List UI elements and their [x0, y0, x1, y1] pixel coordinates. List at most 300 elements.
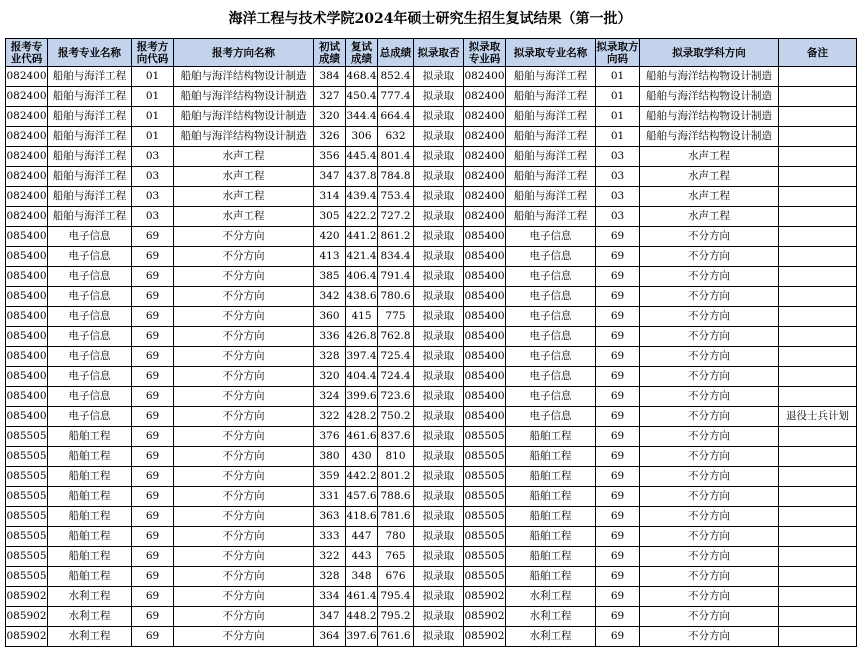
- table-cell: 413: [314, 247, 346, 267]
- table-cell: 电子信息: [506, 407, 596, 427]
- table-cell: 03: [596, 187, 640, 207]
- table-cell: 不分方向: [174, 327, 314, 347]
- table-cell: 69: [596, 367, 640, 387]
- table-cell: 082400: [6, 167, 48, 187]
- table-cell: 电子信息: [506, 367, 596, 387]
- table-cell: 777.4: [378, 87, 414, 107]
- table-cell: 水声工程: [174, 207, 314, 227]
- table-cell: 397.6: [346, 627, 378, 647]
- table-row: [6, 587, 857, 607]
- table-cell: 085400: [6, 407, 48, 427]
- table-cell: 不分方向: [174, 287, 314, 307]
- table-cell: 电子信息: [48, 287, 132, 307]
- table-cell: 780: [378, 527, 414, 547]
- table-cell: 不分方向: [174, 567, 314, 587]
- table-header: [6, 39, 857, 67]
- table-cell: 364: [314, 627, 346, 647]
- page-title: 海洋工程与技术学院2024年硕士研究生招生复试结果（第一批）: [228, 11, 632, 27]
- table-cell: 不分方向: [174, 467, 314, 487]
- table-cell: 不分方向: [640, 247, 779, 267]
- table-cell: 795.4: [378, 587, 414, 607]
- table-cell: 船舶工程: [506, 427, 596, 447]
- table-row: [6, 67, 857, 87]
- table-row: [6, 467, 857, 487]
- table-cell: 082400: [464, 67, 506, 87]
- column-header: 拟录取方向码: [596, 40, 639, 65]
- table-cell: 750.2: [378, 407, 414, 427]
- table-cell: [779, 627, 857, 647]
- table-cell: 船舶与海洋工程: [48, 87, 132, 107]
- table-row: [6, 507, 857, 527]
- table-cell: 船舶与海洋结构物设计制造: [174, 127, 314, 147]
- header-row: [6, 39, 857, 67]
- table-cell: 333: [314, 527, 346, 547]
- table-cell: 085505: [6, 487, 48, 507]
- table-cell: 085400: [6, 307, 48, 327]
- table-row: [6, 147, 857, 167]
- table-cell: 拟录取: [414, 547, 464, 567]
- table-cell: 438.6: [346, 287, 378, 307]
- table-cell: 437.8: [346, 167, 378, 187]
- table-cell: 03: [596, 147, 640, 167]
- table-cell: 拟录取: [414, 367, 464, 387]
- table-cell: 不分方向: [174, 507, 314, 527]
- table-cell: 拟录取: [414, 247, 464, 267]
- table-cell: [779, 127, 857, 147]
- table-cell: 船舶与海洋工程: [506, 207, 596, 227]
- table-cell: 69: [132, 347, 174, 367]
- table-cell: 不分方向: [640, 327, 779, 347]
- table-cell: 801.2: [378, 467, 414, 487]
- table-row: [6, 367, 857, 387]
- table-cell: 085400: [464, 247, 506, 267]
- table-cell: [779, 387, 857, 407]
- table-cell: 69: [132, 247, 174, 267]
- table-cell: 电子信息: [506, 247, 596, 267]
- table-cell: 664.4: [378, 107, 414, 127]
- table-cell: 不分方向: [174, 267, 314, 287]
- table-row: [6, 127, 857, 147]
- table-cell: 69: [132, 227, 174, 247]
- table-cell: [779, 367, 857, 387]
- table-cell: 不分方向: [640, 367, 779, 387]
- table-cell: 拟录取: [414, 127, 464, 147]
- table-cell: 852.4: [378, 67, 414, 87]
- table-cell: 水声工程: [640, 147, 779, 167]
- table-cell: 69: [596, 347, 640, 367]
- table-cell: 69: [132, 367, 174, 387]
- table-cell: 船舶工程: [506, 507, 596, 527]
- table-cell: 船舶与海洋工程: [48, 127, 132, 147]
- table-cell: 不分方向: [640, 427, 779, 447]
- table-row: [6, 327, 857, 347]
- table-row: [6, 347, 857, 367]
- table-cell: [779, 107, 857, 127]
- table-cell: 347: [314, 607, 346, 627]
- table-row: [6, 607, 857, 627]
- table-cell: 拟录取: [414, 387, 464, 407]
- table-cell: 69: [132, 587, 174, 607]
- table-cell: 电子信息: [48, 267, 132, 287]
- table-cell: [779, 347, 857, 367]
- table-cell: 电子信息: [506, 287, 596, 307]
- table-cell: 船舶工程: [506, 547, 596, 567]
- table-cell: 69: [596, 247, 640, 267]
- table-row: [6, 267, 857, 287]
- table-cell: [779, 87, 857, 107]
- column-header: 总成绩: [378, 39, 414, 67]
- table-cell: 电子信息: [48, 367, 132, 387]
- table-cell: 406.4: [346, 267, 378, 287]
- table-cell: 不分方向: [174, 587, 314, 607]
- table-cell: 船舶工程: [506, 487, 596, 507]
- table-cell: 085400: [464, 287, 506, 307]
- table-cell: 085400: [464, 407, 506, 427]
- table-cell: 拟录取: [414, 207, 464, 227]
- table-cell: 69: [132, 447, 174, 467]
- table-cell: 69: [132, 487, 174, 507]
- table-cell: 085400: [464, 387, 506, 407]
- table-cell: 753.4: [378, 187, 414, 207]
- table-cell: 不分方向: [174, 547, 314, 567]
- table-cell: 085400: [464, 267, 506, 287]
- table-cell: 不分方向: [174, 487, 314, 507]
- table-row: [6, 427, 857, 447]
- table-cell: 不分方向: [174, 427, 314, 447]
- table-cell: 676: [378, 567, 414, 587]
- table-cell: 69: [132, 287, 174, 307]
- column-header: 备注: [779, 39, 857, 67]
- table-cell: 085505: [464, 447, 506, 467]
- table-cell: 水声工程: [640, 187, 779, 207]
- table-cell: 085902: [6, 607, 48, 627]
- column-header: 报考专业名称: [48, 39, 132, 67]
- table-row: [6, 387, 857, 407]
- table-cell: 762.8: [378, 327, 414, 347]
- table-cell: 082400: [6, 87, 48, 107]
- table-cell: 不分方向: [174, 307, 314, 327]
- table-cell: 电子信息: [48, 347, 132, 367]
- table-cell: 01: [132, 127, 174, 147]
- table-cell: 拟录取: [414, 107, 464, 127]
- table-cell: [779, 427, 857, 447]
- table-cell: 不分方向: [174, 367, 314, 387]
- table-row: [6, 547, 857, 567]
- table-cell: 775: [378, 307, 414, 327]
- table-cell: 384: [314, 67, 346, 87]
- table-cell: 电子信息: [48, 387, 132, 407]
- table-cell: 085505: [464, 547, 506, 567]
- table-cell: 船舶与海洋工程: [506, 187, 596, 207]
- table-cell: 不分方向: [640, 407, 779, 427]
- table-cell: 水利工程: [48, 587, 132, 607]
- table-cell: 不分方向: [174, 527, 314, 547]
- table-body: [6, 67, 857, 647]
- table-cell: 不分方向: [640, 487, 779, 507]
- table-cell: 397.4: [346, 347, 378, 367]
- table-cell: 727.2: [378, 207, 414, 227]
- table-row: [6, 567, 857, 587]
- table-cell: 船舶与海洋工程: [506, 87, 596, 107]
- table-cell: 电子信息: [506, 327, 596, 347]
- table-cell: 085505: [464, 467, 506, 487]
- table-cell: 水声工程: [174, 167, 314, 187]
- table-cell: 788.6: [378, 487, 414, 507]
- table-cell: 船舶与海洋工程: [48, 167, 132, 187]
- table-cell: 不分方向: [640, 227, 779, 247]
- table-cell: 085400: [6, 327, 48, 347]
- table-cell: 810: [378, 447, 414, 467]
- table-cell: 拟录取: [414, 327, 464, 347]
- table-cell: [779, 67, 857, 87]
- table-row: [6, 227, 857, 247]
- table-cell: 01: [596, 87, 640, 107]
- table-cell: 445.4: [346, 147, 378, 167]
- table-cell: 724.4: [378, 367, 414, 387]
- table-cell: 69: [132, 427, 174, 447]
- table-cell: 342: [314, 287, 346, 307]
- table-cell: 082400: [6, 67, 48, 87]
- table-cell: 船舶与海洋工程: [48, 207, 132, 227]
- table-cell: 03: [596, 167, 640, 187]
- table-cell: 拟录取: [414, 487, 464, 507]
- table-cell: 085902: [464, 627, 506, 647]
- table-cell: [779, 507, 857, 527]
- table-cell: 082400: [6, 127, 48, 147]
- table-cell: 420: [314, 227, 346, 247]
- table-cell: 69: [596, 287, 640, 307]
- table-cell: 船舶与海洋结构物设计制造: [640, 87, 779, 107]
- table-cell: 船舶与海洋工程: [506, 127, 596, 147]
- table-cell: 780.6: [378, 287, 414, 307]
- table-cell: 69: [132, 627, 174, 647]
- table-row: [6, 247, 857, 267]
- table-cell: 69: [132, 527, 174, 547]
- table-cell: 69: [596, 227, 640, 247]
- table-cell: 082400: [6, 147, 48, 167]
- table-cell: 69: [596, 307, 640, 327]
- table-cell: 拟录取: [414, 507, 464, 527]
- table-cell: 363: [314, 507, 346, 527]
- table-cell: 085400: [464, 227, 506, 247]
- table-cell: 461.6: [346, 427, 378, 447]
- table-cell: 085505: [6, 527, 48, 547]
- table-cell: 不分方向: [640, 627, 779, 647]
- table-cell: 082400: [464, 147, 506, 167]
- table-cell: [779, 307, 857, 327]
- table-cell: 拟录取: [414, 407, 464, 427]
- table-cell: 359: [314, 467, 346, 487]
- table-cell: [779, 327, 857, 347]
- table-cell: [779, 447, 857, 467]
- table-cell: 085400: [6, 267, 48, 287]
- table-cell: 082400: [464, 127, 506, 147]
- table-cell: 03: [132, 167, 174, 187]
- table-cell: 电子信息: [506, 347, 596, 367]
- table-cell: [779, 587, 857, 607]
- table-cell: 085902: [464, 607, 506, 627]
- table-cell: 331: [314, 487, 346, 507]
- table-cell: 电子信息: [506, 307, 596, 327]
- table-cell: 085902: [6, 627, 48, 647]
- table-cell: 不分方向: [174, 447, 314, 467]
- table-cell: 69: [596, 627, 640, 647]
- table-cell: 不分方向: [640, 547, 779, 567]
- table-cell: 电子信息: [506, 387, 596, 407]
- table-cell: 327: [314, 87, 346, 107]
- table-cell: 085505: [6, 427, 48, 447]
- table-cell: 不分方向: [640, 567, 779, 587]
- table-cell: 拟录取: [414, 167, 464, 187]
- table-cell: 船舶与海洋工程: [48, 67, 132, 87]
- column-header: 报考专业代码: [6, 39, 48, 67]
- table-cell: 拟录取: [414, 527, 464, 547]
- table-cell: 085505: [6, 567, 48, 587]
- table-cell: 船舶工程: [48, 567, 132, 587]
- table-cell: 船舶工程: [48, 487, 132, 507]
- table-cell: 电子信息: [506, 267, 596, 287]
- table-cell: 拟录取: [414, 427, 464, 447]
- table-row: [6, 187, 857, 207]
- table-cell: 不分方向: [174, 227, 314, 247]
- table-cell: 电子信息: [48, 227, 132, 247]
- table-cell: 439.4: [346, 187, 378, 207]
- table-cell: 328: [314, 347, 346, 367]
- table-cell: 344.4: [346, 107, 378, 127]
- table-cell: 不分方向: [640, 527, 779, 547]
- table-cell: 326: [314, 127, 346, 147]
- table-cell: 船舶与海洋工程: [48, 107, 132, 127]
- table-cell: 不分方向: [174, 607, 314, 627]
- table-cell: [779, 607, 857, 627]
- table-cell: 03: [132, 207, 174, 227]
- table-cell: 69: [132, 547, 174, 567]
- table-cell: 861.2: [378, 227, 414, 247]
- table-cell: 399.6: [346, 387, 378, 407]
- table-cell: 085400: [6, 247, 48, 267]
- table-cell: 拟录取: [414, 307, 464, 327]
- table-cell: 404.4: [346, 367, 378, 387]
- table-cell: 03: [132, 147, 174, 167]
- table-cell: 328: [314, 567, 346, 587]
- table-cell: 418.6: [346, 507, 378, 527]
- table-cell: 082400: [464, 167, 506, 187]
- table-cell: 69: [132, 507, 174, 527]
- table-cell: 69: [596, 587, 640, 607]
- table-cell: 801.4: [378, 147, 414, 167]
- table-cell: 船舶与海洋工程: [506, 67, 596, 87]
- table-cell: 791.4: [378, 267, 414, 287]
- table-cell: 不分方向: [640, 287, 779, 307]
- table-cell: 69: [596, 487, 640, 507]
- table-cell: 01: [132, 67, 174, 87]
- table-cell: 拟录取: [414, 287, 464, 307]
- table-cell: 拟录取: [414, 87, 464, 107]
- table-row: [6, 87, 857, 107]
- table-cell: 430: [346, 447, 378, 467]
- table-cell: 船舶与海洋结构物设计制造: [174, 87, 314, 107]
- table-cell: 085505: [464, 427, 506, 447]
- table-cell: 拟录取: [414, 447, 464, 467]
- table-row: [6, 487, 857, 507]
- table-cell: 385: [314, 267, 346, 287]
- column-header: 报考方向代码: [132, 39, 174, 67]
- table-cell: 421.4: [346, 247, 378, 267]
- table-cell: [779, 247, 857, 267]
- table-cell: 085400: [6, 387, 48, 407]
- table-cell: 085902: [6, 587, 48, 607]
- table-cell: 水声工程: [174, 147, 314, 167]
- table-cell: 082400: [464, 207, 506, 227]
- column-header: 初试成绩: [314, 39, 346, 67]
- table-cell: 334: [314, 587, 346, 607]
- table-cell: 085400: [464, 367, 506, 387]
- table-cell: 船舶与海洋结构物设计制造: [640, 107, 779, 127]
- table-cell: 085400: [6, 287, 48, 307]
- table-cell: 461.4: [346, 587, 378, 607]
- table-cell: 69: [132, 567, 174, 587]
- table-cell: 380: [314, 447, 346, 467]
- table-row: [6, 307, 857, 327]
- table-cell: 拟录取: [414, 607, 464, 627]
- table-cell: 085400: [464, 327, 506, 347]
- table-cell: 不分方向: [174, 247, 314, 267]
- table-cell: 69: [132, 307, 174, 327]
- table-cell: 船舶工程: [48, 507, 132, 527]
- table-cell: 电子信息: [48, 327, 132, 347]
- table-cell: 船舶与海洋工程: [48, 187, 132, 207]
- column-header: 拟录取否: [414, 39, 464, 67]
- table-cell: 船舶工程: [48, 527, 132, 547]
- table-row: [6, 447, 857, 467]
- table-cell: 退役士兵计划: [779, 407, 857, 427]
- table-row: [6, 167, 857, 187]
- table-cell: 不分方向: [174, 387, 314, 407]
- table-cell: 03: [596, 207, 640, 227]
- table-cell: 320: [314, 367, 346, 387]
- table-cell: 船舶与海洋工程: [506, 167, 596, 187]
- table-cell: 837.6: [378, 427, 414, 447]
- table-cell: 085505: [464, 507, 506, 527]
- table-cell: 69: [596, 507, 640, 527]
- table-cell: 不分方向: [640, 467, 779, 487]
- table-cell: 082400: [6, 107, 48, 127]
- table-cell: 不分方向: [640, 387, 779, 407]
- table-cell: 447: [346, 527, 378, 547]
- table-cell: 336: [314, 327, 346, 347]
- table-cell: 69: [596, 387, 640, 407]
- table-cell: 拟录取: [414, 147, 464, 167]
- column-header: 复试成绩: [346, 39, 378, 67]
- table-cell: 水利工程: [506, 607, 596, 627]
- table-cell: 69: [132, 607, 174, 627]
- table-cell: 电子信息: [48, 247, 132, 267]
- column-header: 拟录取专业名称: [506, 39, 596, 67]
- table-cell: 69: [596, 547, 640, 567]
- table-cell: 水声工程: [640, 167, 779, 187]
- table-cell: 457.6: [346, 487, 378, 507]
- table-cell: 不分方向: [640, 607, 779, 627]
- table-cell: [779, 287, 857, 307]
- table-cell: 356: [314, 147, 346, 167]
- table-cell: 船舶与海洋结构物设计制造: [640, 67, 779, 87]
- table-cell: 拟录取: [414, 187, 464, 207]
- column-header: 拟录取学科方向: [640, 39, 779, 67]
- table-cell: 69: [596, 467, 640, 487]
- table-cell: 拟录取: [414, 67, 464, 87]
- column-header: 拟录取专业码: [464, 39, 506, 67]
- table-cell: 314: [314, 187, 346, 207]
